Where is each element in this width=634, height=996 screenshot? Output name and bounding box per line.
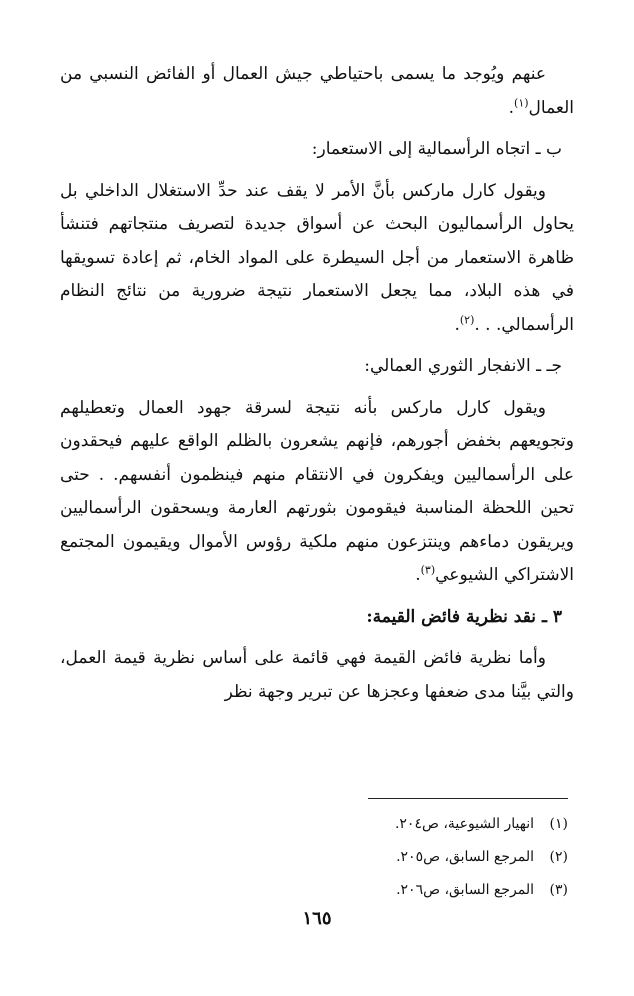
page-number: ١٦٥ [302,908,332,929]
footnote-ref-3: (٣) [420,563,436,577]
section-b-end: . [454,314,460,335]
footnote-divider [368,798,568,799]
section-b-paragraph [60,175,574,343]
footnote-number: (٣) [549,882,568,898]
footnote-number: (٢) [549,849,568,865]
footnote-text: انهيار الشيوعية، ص٢٠٤. [394,816,534,832]
footnotes [88,808,568,907]
footnote-number: (١) [549,816,568,832]
section-c-heading: جـ ـ الانفجار الثوري العمالي: [364,356,562,376]
footnote-text: المرجع السابق، ص٢٠٥. [396,849,534,865]
section-c-end: . [415,565,421,585]
section-b-heading: ب ـ اتجاه الرأسمالية إلى الاستعمار: [311,139,562,159]
section-3-paragraph: وأما نظرية فائض القيمة فهي قائمة على أساس نظرية قيمة العمل، والتي بيَّنا مدى ضعفها وعجزها عن تبرير وجهة نظر [60,648,574,702]
footnote-ref-2: (٢) [459,312,475,326]
footnote-item [88,808,568,841]
footnote-item [88,841,568,874]
section-c-text: ويقول كارل ماركس بأنه نتيجة لسرقة جهود العمال وتعطيلهم وتجويعهم بخفض أجورهم، فإنهم يشعرون بالظلم الواقع عليهم فيحقدون على الرأسماليين ويفكرون في الانتقام منهم فينظمون أنفسهم. . حتى تحين اللحظة المناسبة فيقومون بثورتهم العارمة ويسحقون الرأسماليين ويريقون دماءهم وينتزعون منهم ملكية رؤوس الأموال ويقيمون المجتمع الاشتراكي الشيوعي [60,397,574,585]
footnote-ref-1: (١) [514,95,529,109]
intro-paragraph [60,58,574,125]
main-text [60,58,574,709]
section-b-text: ويقول كارل ماركس بأنَّ الأمر لا يقف عند حدِّ الاستغلال الداخلي بل يحاول الرأسماليون البحث عن أسواق جديدة لتصريف منتجاتهم فتنشأ ظاهرة الاستعمار من أجل السيطرة على المواد الخام، ثم إعادة تسويقها في هذه البلاد، مما يجعل الاستعمار نتيجة ضرورية من نتائج النظام الرأسمالي. . . [60,180,574,335]
footnote-item [88,874,568,907]
section-c-paragraph [60,392,574,593]
intro-end: . [508,97,515,118]
section-3-heading: ٣ ـ نقد نظرية فائض القيمة: [366,606,562,627]
intro-text: عنهم ويُوجد ما يسمى باحتياطي جيش العمال أو الفائض النسبي من العمال [60,64,574,118]
footnote-text: المرجع السابق، ص٢٠٦. [396,882,534,898]
